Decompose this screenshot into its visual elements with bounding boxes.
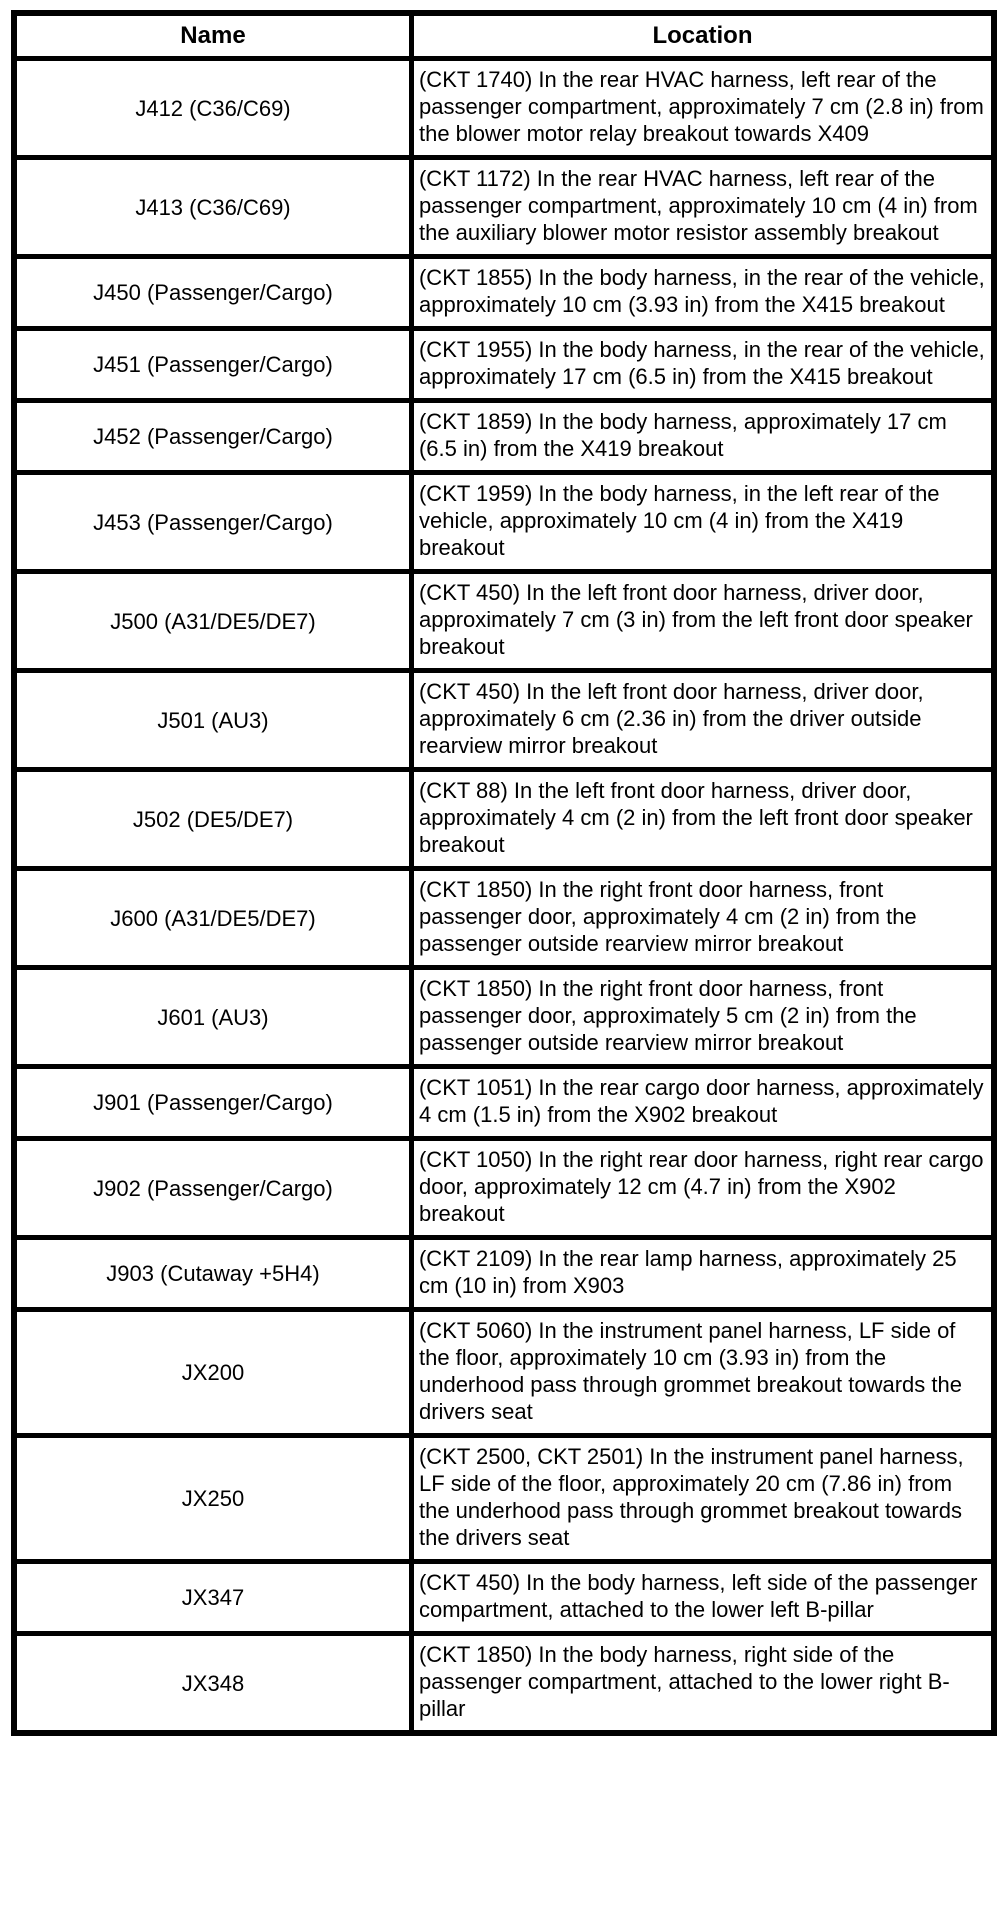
table-row <box>14 1634 994 1734</box>
splice-name-cell: JX347 <box>14 1562 411 1634</box>
splice-name-cell: J452 (Passenger/Cargo) <box>14 401 411 473</box>
splice-name-cell: JX250 <box>14 1436 411 1562</box>
table-row <box>14 1139 994 1238</box>
splice-location-cell: (CKT 1959) In the body harness, in the left rear of the vehicle, approximately 10 cm (4 in) from the X419 breakout <box>411 473 994 572</box>
splice-name-cell: JX200 <box>14 1310 411 1436</box>
table-row <box>14 401 994 473</box>
splice-location-table <box>11 10 997 1736</box>
splice-location-cell: (CKT 1740) In the rear HVAC harness, left rear of the passenger compartment, approximately 7 cm (2.8 in) from the blower motor relay breakout towards X409 <box>411 59 994 158</box>
header-row <box>14 13 994 59</box>
splice-location-cell: (CKT 1855) In the body harness, in the rear of the vehicle, approximately 10 cm (3.93 in) from the X415 breakout <box>411 257 994 329</box>
table-row <box>14 671 994 770</box>
splice-name-cell: J902 (Passenger/Cargo) <box>14 1139 411 1238</box>
table-row <box>14 1067 994 1139</box>
splice-name-cell: JX348 <box>14 1634 411 1734</box>
splice-location-cell: (CKT 2500, CKT 2501) In the instrument panel harness, LF side of the floor, approximately 20 cm (7.86 in) from the underhood pass through grommet breakout towards the drivers seat <box>411 1436 994 1562</box>
splice-location-cell: (CKT 1859) In the body harness, approximately 17 cm (6.5 in) from the X419 breakout <box>411 401 994 473</box>
table-row <box>14 572 994 671</box>
table-row <box>14 1436 994 1562</box>
splice-location-cell: (CKT 5060) In the instrument panel harness, LF side of the floor, approximately 10 cm (3.93 in) from the underhood pass through grommet breakout towards the drivers seat <box>411 1310 994 1436</box>
splice-location-cell: (CKT 1051) In the rear cargo door harness, approximately 4 cm (1.5 in) from the X902 breakout <box>411 1067 994 1139</box>
splice-name-cell: J501 (AU3) <box>14 671 411 770</box>
splice-name-cell: J502 (DE5/DE7) <box>14 770 411 869</box>
splice-location-cell: (CKT 450) In the left front door harness, driver door, approximately 6 cm (2.36 in) from the driver outside rearview mirror breakout <box>411 671 994 770</box>
splice-location-cell: (CKT 88) In the left front door harness, driver door, approximately 4 cm (2 in) from the left front door speaker breakout <box>411 770 994 869</box>
splice-name-cell: J500 (A31/DE5/DE7) <box>14 572 411 671</box>
table-header <box>14 13 994 59</box>
splice-name-cell: J451 (Passenger/Cargo) <box>14 329 411 401</box>
table-row <box>14 59 994 158</box>
table-row <box>14 1310 994 1436</box>
splice-name-cell: J413 (C36/C69) <box>14 158 411 257</box>
splice-name-cell: J453 (Passenger/Cargo) <box>14 473 411 572</box>
table-row <box>14 158 994 257</box>
table-row <box>14 1562 994 1634</box>
splice-name-cell: J600 (A31/DE5/DE7) <box>14 869 411 968</box>
table-row <box>14 1238 994 1310</box>
splice-name-cell: J450 (Passenger/Cargo) <box>14 257 411 329</box>
splice-location-cell: (CKT 450) In the left front door harness, driver door, approximately 7 cm (3 in) from the left front door speaker breakout <box>411 572 994 671</box>
splice-name-cell: J601 (AU3) <box>14 968 411 1067</box>
column-header-location: Location <box>411 13 994 59</box>
table-row <box>14 257 994 329</box>
splice-location-cell: (CKT 1850) In the body harness, right side of the passenger compartment, attached to the lower right B-pillar <box>411 1634 994 1734</box>
table-row <box>14 473 994 572</box>
column-header-name: Name <box>14 13 411 59</box>
splice-location-cell: (CKT 2109) In the rear lamp harness, approximately 25 cm (10 in) from X903 <box>411 1238 994 1310</box>
table-row <box>14 869 994 968</box>
splice-location-cell: (CKT 450) In the body harness, left side of the passenger compartment, attached to the lower left B-pillar <box>411 1562 994 1634</box>
splice-name-cell: J901 (Passenger/Cargo) <box>14 1067 411 1139</box>
table-row <box>14 329 994 401</box>
splice-name-cell: J903 (Cutaway +5H4) <box>14 1238 411 1310</box>
splice-location-cell: (CKT 1850) In the right front door harness, front passenger door, approximately 5 cm (2 in) from the passenger outside rearview mirror breakout <box>411 968 994 1067</box>
splice-name-cell: J412 (C36/C69) <box>14 59 411 158</box>
splice-location-cell: (CKT 1050) In the right rear door harness, right rear cargo door, approximately 12 cm (4.7 in) from the X902 breakout <box>411 1139 994 1238</box>
splice-location-cell: (CKT 1955) In the body harness, in the rear of the vehicle, approximately 17 cm (6.5 in) from the X415 breakout <box>411 329 994 401</box>
splice-location-cell: (CKT 1172) In the rear HVAC harness, left rear of the passenger compartment, approximately 10 cm (4 in) from the auxiliary blower motor resistor assembly breakout <box>411 158 994 257</box>
table-row <box>14 770 994 869</box>
table-row <box>14 968 994 1067</box>
splice-location-cell: (CKT 1850) In the right front door harness, front passenger door, approximately 4 cm (2 in) from the passenger outside rearview mirror breakout <box>411 869 994 968</box>
table-body <box>14 59 994 1734</box>
